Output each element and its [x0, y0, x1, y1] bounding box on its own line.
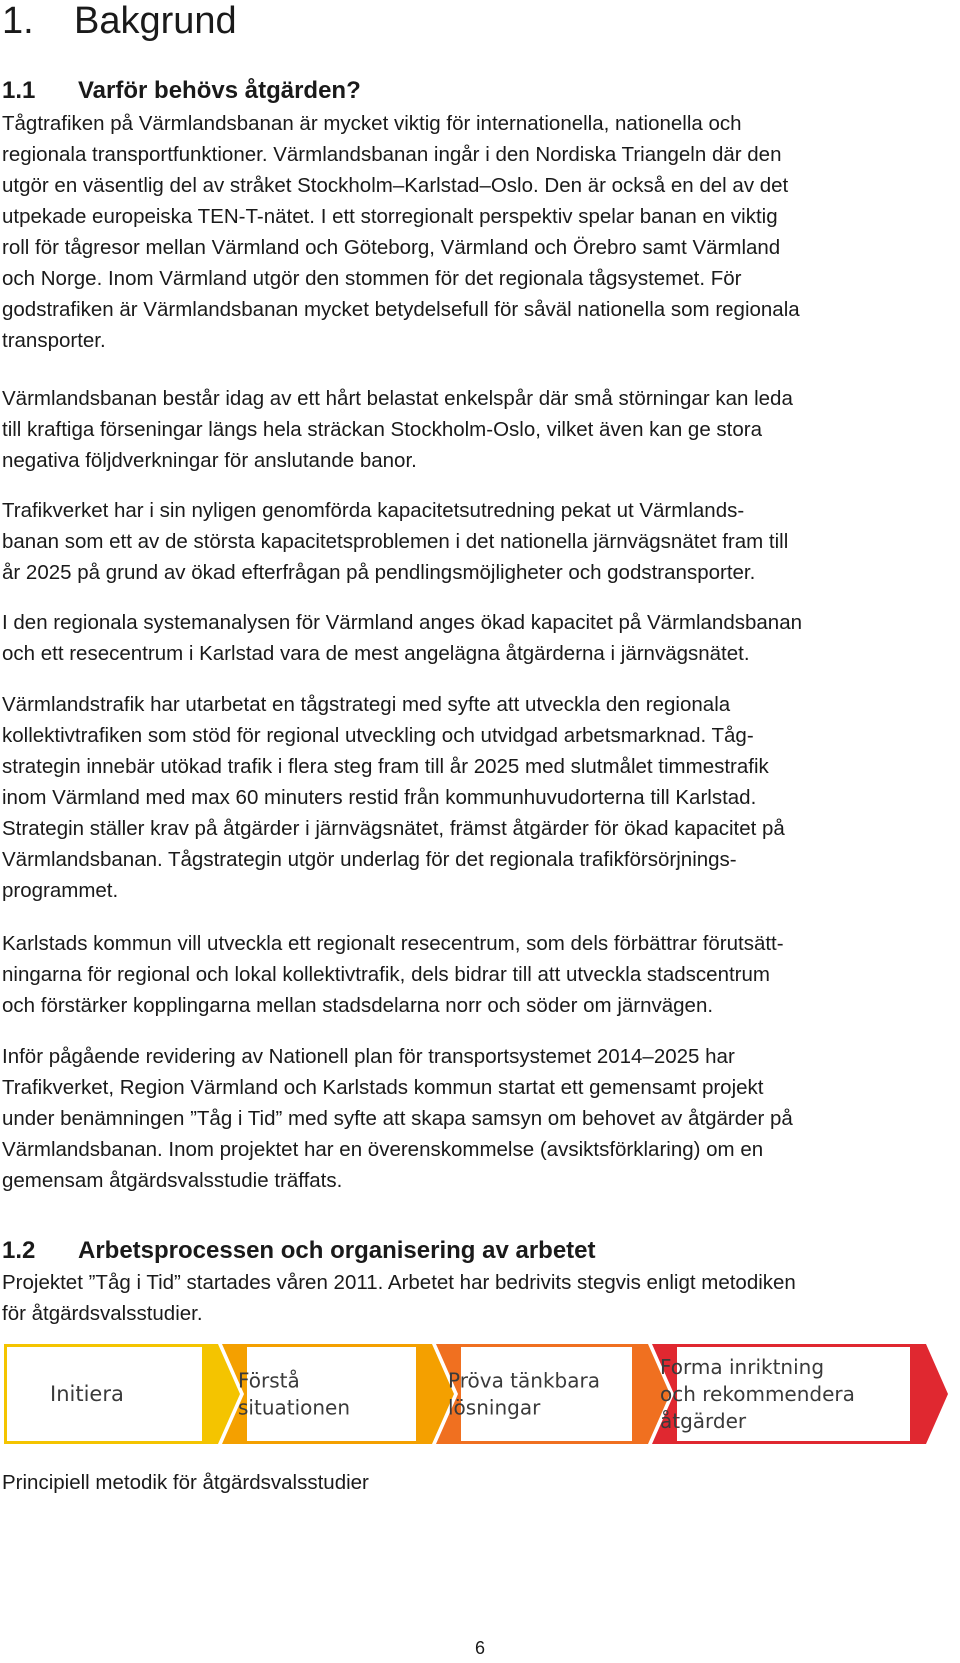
- text-line: strategin innebär utökad trafik i flera steg fram till år 2025 med slutmålet timmestrafik: [2, 755, 769, 778]
- text-line: under benämningen ”Tåg i Tid” med syfte att skapa samsyn om behovet av åtgärder på: [2, 1107, 793, 1130]
- paragraph-3: [2, 495, 957, 588]
- section-number: 1.2: [2, 1237, 36, 1264]
- chapter-number: 1.: [2, 0, 34, 42]
- process-diagram: [4, 1344, 948, 1444]
- process-step-label: åtgärder: [660, 1409, 747, 1433]
- text-line: till kraftiga förseningar längs hela sträckan Stockholm-Oslo, vilket även kan ge stora: [2, 418, 763, 441]
- text-line: Värmlandsbanan består idag av ett hårt belastat enkelspår där små störningar kan leda: [2, 387, 793, 410]
- text-line: Projektet ”Tåg i Tid” startades våren 2011. Arbetet har bedrivits stegvis enligt metodiken: [2, 1271, 796, 1294]
- paragraph-6: [2, 928, 957, 1021]
- text-line: Karlstads kommun vill utveckla ett regionalt resecentrum, som dels förbättrar förutsätt-: [2, 932, 784, 955]
- paragraph-1: [2, 108, 957, 356]
- text-line: transporter.: [2, 329, 106, 352]
- text-line: och förstärker kopplingarna mellan stadsdelarna norr och söder om järnvägen.: [2, 994, 714, 1017]
- text-line: banan som ett av de största kapacitetsproblemen i det nationella järnvägsnätet fram till: [2, 530, 789, 553]
- text-line: Värmlandsbanan. Inom projektet har en överenskommelse (avsiktsförklaring) om en: [2, 1138, 764, 1161]
- process-step-label: situationen: [238, 1395, 351, 1420]
- text-line: utpekade europeiska TEN-T-nätet. I ett storregionalt perspektiv spelar banan en viktig: [2, 205, 778, 228]
- text-line: och Norge. Inom Värmland utgör den stommen för det regionala tågsystemet. För: [2, 267, 742, 290]
- text-line: programmet.: [2, 879, 119, 902]
- paragraph-8: [2, 1267, 957, 1329]
- text-line: Strategin ställer krav på åtgärder i järnvägsnätet, främst åtgärder för ökad kapacitet på: [2, 817, 785, 840]
- process-step-label: Forma inriktning: [660, 1355, 825, 1379]
- process-step-label: Initiera: [50, 1382, 124, 1406]
- text-line: Värmlandstrafik har utarbetat en tågstrategi med syfte att utveckla den regionala: [2, 693, 731, 716]
- section-number: 1.1: [2, 77, 36, 104]
- text-line: utgör en väsentlig del av stråket Stockholm–Karlstad–Oslo. Den är också en del av det: [2, 174, 789, 197]
- text-line: roll för tågresor mellan Värmland och Göteborg, Värmland och Örebro samt Värmland: [2, 236, 781, 259]
- text-line: regionala transportfunktioner. Värmlandsbanan ingår i den Nordiska Triangeln där den: [2, 143, 782, 166]
- paragraph-4: [2, 607, 957, 669]
- chapter-title: Bakgrund: [74, 0, 237, 42]
- section-heading-1-1: [2, 76, 361, 106]
- text-line: kollektivtrafiken som stöd för regional utveckling och utvidgad arbetsmarknad. Tåg-: [2, 724, 754, 747]
- page-number: 6: [474, 1638, 485, 1658]
- text-line: gemensam åtgärdsvalsstudie träffats.: [2, 1169, 343, 1192]
- chapter-heading: [2, 0, 237, 42]
- text-line: godstrafiken är Värmlandsbanan mycket betydelsefull för såväl nationella som regionala: [2, 298, 800, 321]
- process-label-background: [461, 1347, 632, 1441]
- figure-caption: Principiell metodik för åtgärdsvalsstudier: [2, 1471, 369, 1494]
- process-step-label: lösningar: [448, 1395, 541, 1420]
- paragraph-7: [2, 1041, 957, 1196]
- process-step-label: och rekommendera: [660, 1382, 855, 1406]
- process-step-label: Förstå: [238, 1368, 300, 1393]
- text-line: Trafikverket har i sin nyligen genomförda kapacitetsutredning pekat ut Värmlands-: [2, 499, 745, 522]
- paragraph-2: [2, 383, 957, 476]
- section-heading-1-2: [2, 1236, 596, 1266]
- text-line: Trafikverket, Region Värmland och Karlstads kommun startat ett gemensamt projekt: [2, 1076, 764, 1099]
- text-line: Tågtrafiken på Värmlandsbanan är mycket viktig för internationella, nationella och: [2, 112, 742, 135]
- process-label-background: [247, 1347, 416, 1441]
- text-line: och ett resecentrum i Karlstad vara de mest angelägna åtgärderna i järnvägsnätet.: [2, 642, 750, 665]
- text-line: Inför pågående revidering av Nationell plan för transportsystemet 2014–2025 har: [2, 1045, 735, 1068]
- process-arrows: [4, 1344, 948, 1444]
- text-line: ningarna för regional och lokal kollektivtrafik, dels bidrar till att utveckla stadscentrum: [2, 963, 770, 986]
- text-line: år 2025 på grund av ökad efterfrågan på pendlingsmöjligheter och godstransporter.: [2, 561, 756, 584]
- section-title: Varför behövs åtgärden?: [78, 77, 361, 104]
- text-line: för åtgärdsvalsstudier.: [2, 1302, 203, 1325]
- process-step-label: Pröva tänkbara: [448, 1368, 600, 1393]
- text-line: negativa följdverkningar för anslutande banor.: [2, 449, 417, 472]
- paragraph-5: [2, 689, 957, 906]
- section-title: Arbetsprocessen och organisering av arbetet: [78, 1237, 596, 1264]
- text-line: I den regionala systemanalysen för Värmland anges ökad kapacitet på Värmlandsbanan: [2, 611, 802, 634]
- text-line: Värmlandsbanan. Tågstrategin utgör underlag för det regionala trafikförsörjnings-: [2, 848, 737, 871]
- text-line: inom Värmland med max 60 minuters restid från kommunhuvudorterna till Karlstad.: [2, 786, 757, 809]
